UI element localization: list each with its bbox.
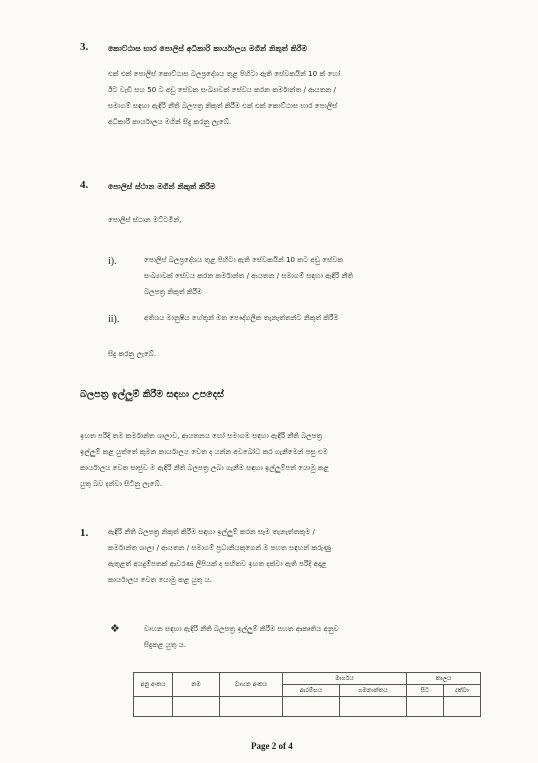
item-number: 3. (80, 41, 89, 53)
item-heading: කොට්ඨාස භාර පොලිස් අධිකාරි කාර්යාලය මගින් නිකුත් කිරීම (108, 44, 308, 53)
header-route: මාර්ගය (283, 673, 407, 685)
paragraph-line: යුතු බව දන්වා සිටිනු ලැබේ. (80, 479, 162, 488)
subitem-text (144, 310, 474, 326)
header-destination: ගමනාන්තය (340, 685, 407, 697)
paragraph-line: එක් එක් පොලිස් කොට්ඨාස බලප්‍රදේශය තුළ පිහිටා ඇති සේවකයින් 10 ක් හෝ (108, 69, 341, 78)
item-paragraph (108, 524, 476, 588)
item-intro: පොලිස් ස්ථාන මට්ටමින්, (108, 215, 182, 224)
page-footer: Page 2 of 4 (251, 741, 293, 751)
header-serial: අනු අංකය (134, 673, 173, 697)
paragraph-line: කාර්යාලය වෙත සෘජුව ම ඇඳිරි නීති බලපත්‍ර ලබා ගැනීම සඳහා ඉල්ලුම්පත් යොමු කළ (80, 463, 329, 472)
item-number: 4. (80, 179, 89, 191)
header-start: ආරම්භය (283, 685, 340, 697)
table-cell (407, 697, 444, 717)
header-vehicle-number: වාහන අංකය (220, 673, 283, 697)
bullet-line: වාහන සඳහා ඇඳිරි නීති බලපත්‍ර ඉල්ලුම් කිරීම පහත ආකෘතිය අනුව (144, 624, 339, 633)
paragraph-line: ඇතුළත් අයදුම්පතක් ආවරණ ලිපියක් ද සහිතව ඉහත දක්වා ඇති පරිදි අදාළ (108, 559, 327, 568)
paragraph-line: ඊට වැඩි සහ 50 ට අඩු සේවක සංඛ්‍යාවක් සේවය කරන කර්මාන්ත / ආයතන / (108, 85, 336, 94)
header-from: සිට (407, 685, 444, 697)
table-cell (134, 697, 173, 717)
subitem-text (144, 252, 474, 300)
subitem-marker: ii). (108, 314, 120, 325)
subitem-line: අතිශය මානුෂීය හේතූන් මත පෞද්ගලික තැනැත්තන්ට නිකුත් කිරීම (144, 313, 339, 322)
section-title: බලපත්‍ර ඉල්ලුම් කිරීම සඳහා උපදෙස් (80, 389, 224, 400)
header-name: නම (173, 673, 220, 697)
vehicle-permit-table (133, 672, 481, 717)
item-number: 1. (80, 527, 89, 539)
item-closing: සිදු කරනු ලැබේ. (108, 349, 157, 358)
table-cell (444, 697, 481, 717)
subitem-marker: i). (108, 256, 117, 267)
paragraph-line: ඇඳිරි නීති බලපත්‍ර නිකුත් කිරීම සඳහා ඉල්ලුම් කරන සෑම තැනැත්තකුම / (108, 527, 315, 536)
table-row (134, 697, 481, 717)
paragraph-line: ඉල්ලුම් කළ යුත්තේ කුමන කාර්යාලය වෙත ද යන්න අවබෝධ කර ගැනීමෙන් පසු එම (80, 447, 328, 456)
diamond-bullet-icon: ❖ (110, 622, 120, 635)
item-paragraph (108, 66, 474, 130)
header-to: දක්වා (444, 685, 481, 697)
subitem-line: සංඛ්‍යාවක් සේවය කරන කර්මාන්ත / ආයතන / සමාගම් සඳහා ඇඳිරි නීති (144, 271, 354, 280)
section-paragraph (80, 428, 476, 492)
bullet-line: සිදුකළ යුතු ය. (144, 640, 187, 649)
paragraph-line: සමාගම් සඳහා ඇඳිරි නීති බලපත්‍ර නිකුත් කිරීම එක් එක් කොට්ඨාස භාර පොලිස් (108, 101, 338, 110)
paragraph-line: කර්මාන්ත ශාලා / ආයතන / සමාගම් ප්‍රධානියකුගෙන් ම පහත සඳහන් කරුණු (108, 543, 331, 552)
bullet-text (144, 621, 476, 653)
table-cell (340, 697, 407, 717)
subitem-line: බලපත්‍ර නිකුත් කිරීම (144, 287, 202, 296)
paragraph-line: ඉහත පරිදි තම කර්මාන්ත ශාලාව, ආයතනය හෝ සමාගම සඳහා ඇඳිරි නීති බලපත්‍ර (80, 431, 323, 440)
paragraph-line: අධිකාරී කාර්යාලය මගින් සිදු කරනු ලැබේ. (108, 117, 232, 126)
paragraph-line: කාර්යාලය වෙත යොමු කළ යුතු ය. (108, 575, 213, 584)
table-cell (173, 697, 220, 717)
header-time: කාලය (407, 673, 481, 685)
subitem-line: පොලිස් බලප්‍රදේශය තුළ පිහිටා ඇති සේවකයින් 10 කට අඩු සේවක (144, 255, 344, 264)
table-cell (220, 697, 283, 717)
item-heading: පොලිස් ස්ථාන මගින් නිකුත් කිරීම (108, 182, 216, 191)
table-cell (283, 697, 340, 717)
